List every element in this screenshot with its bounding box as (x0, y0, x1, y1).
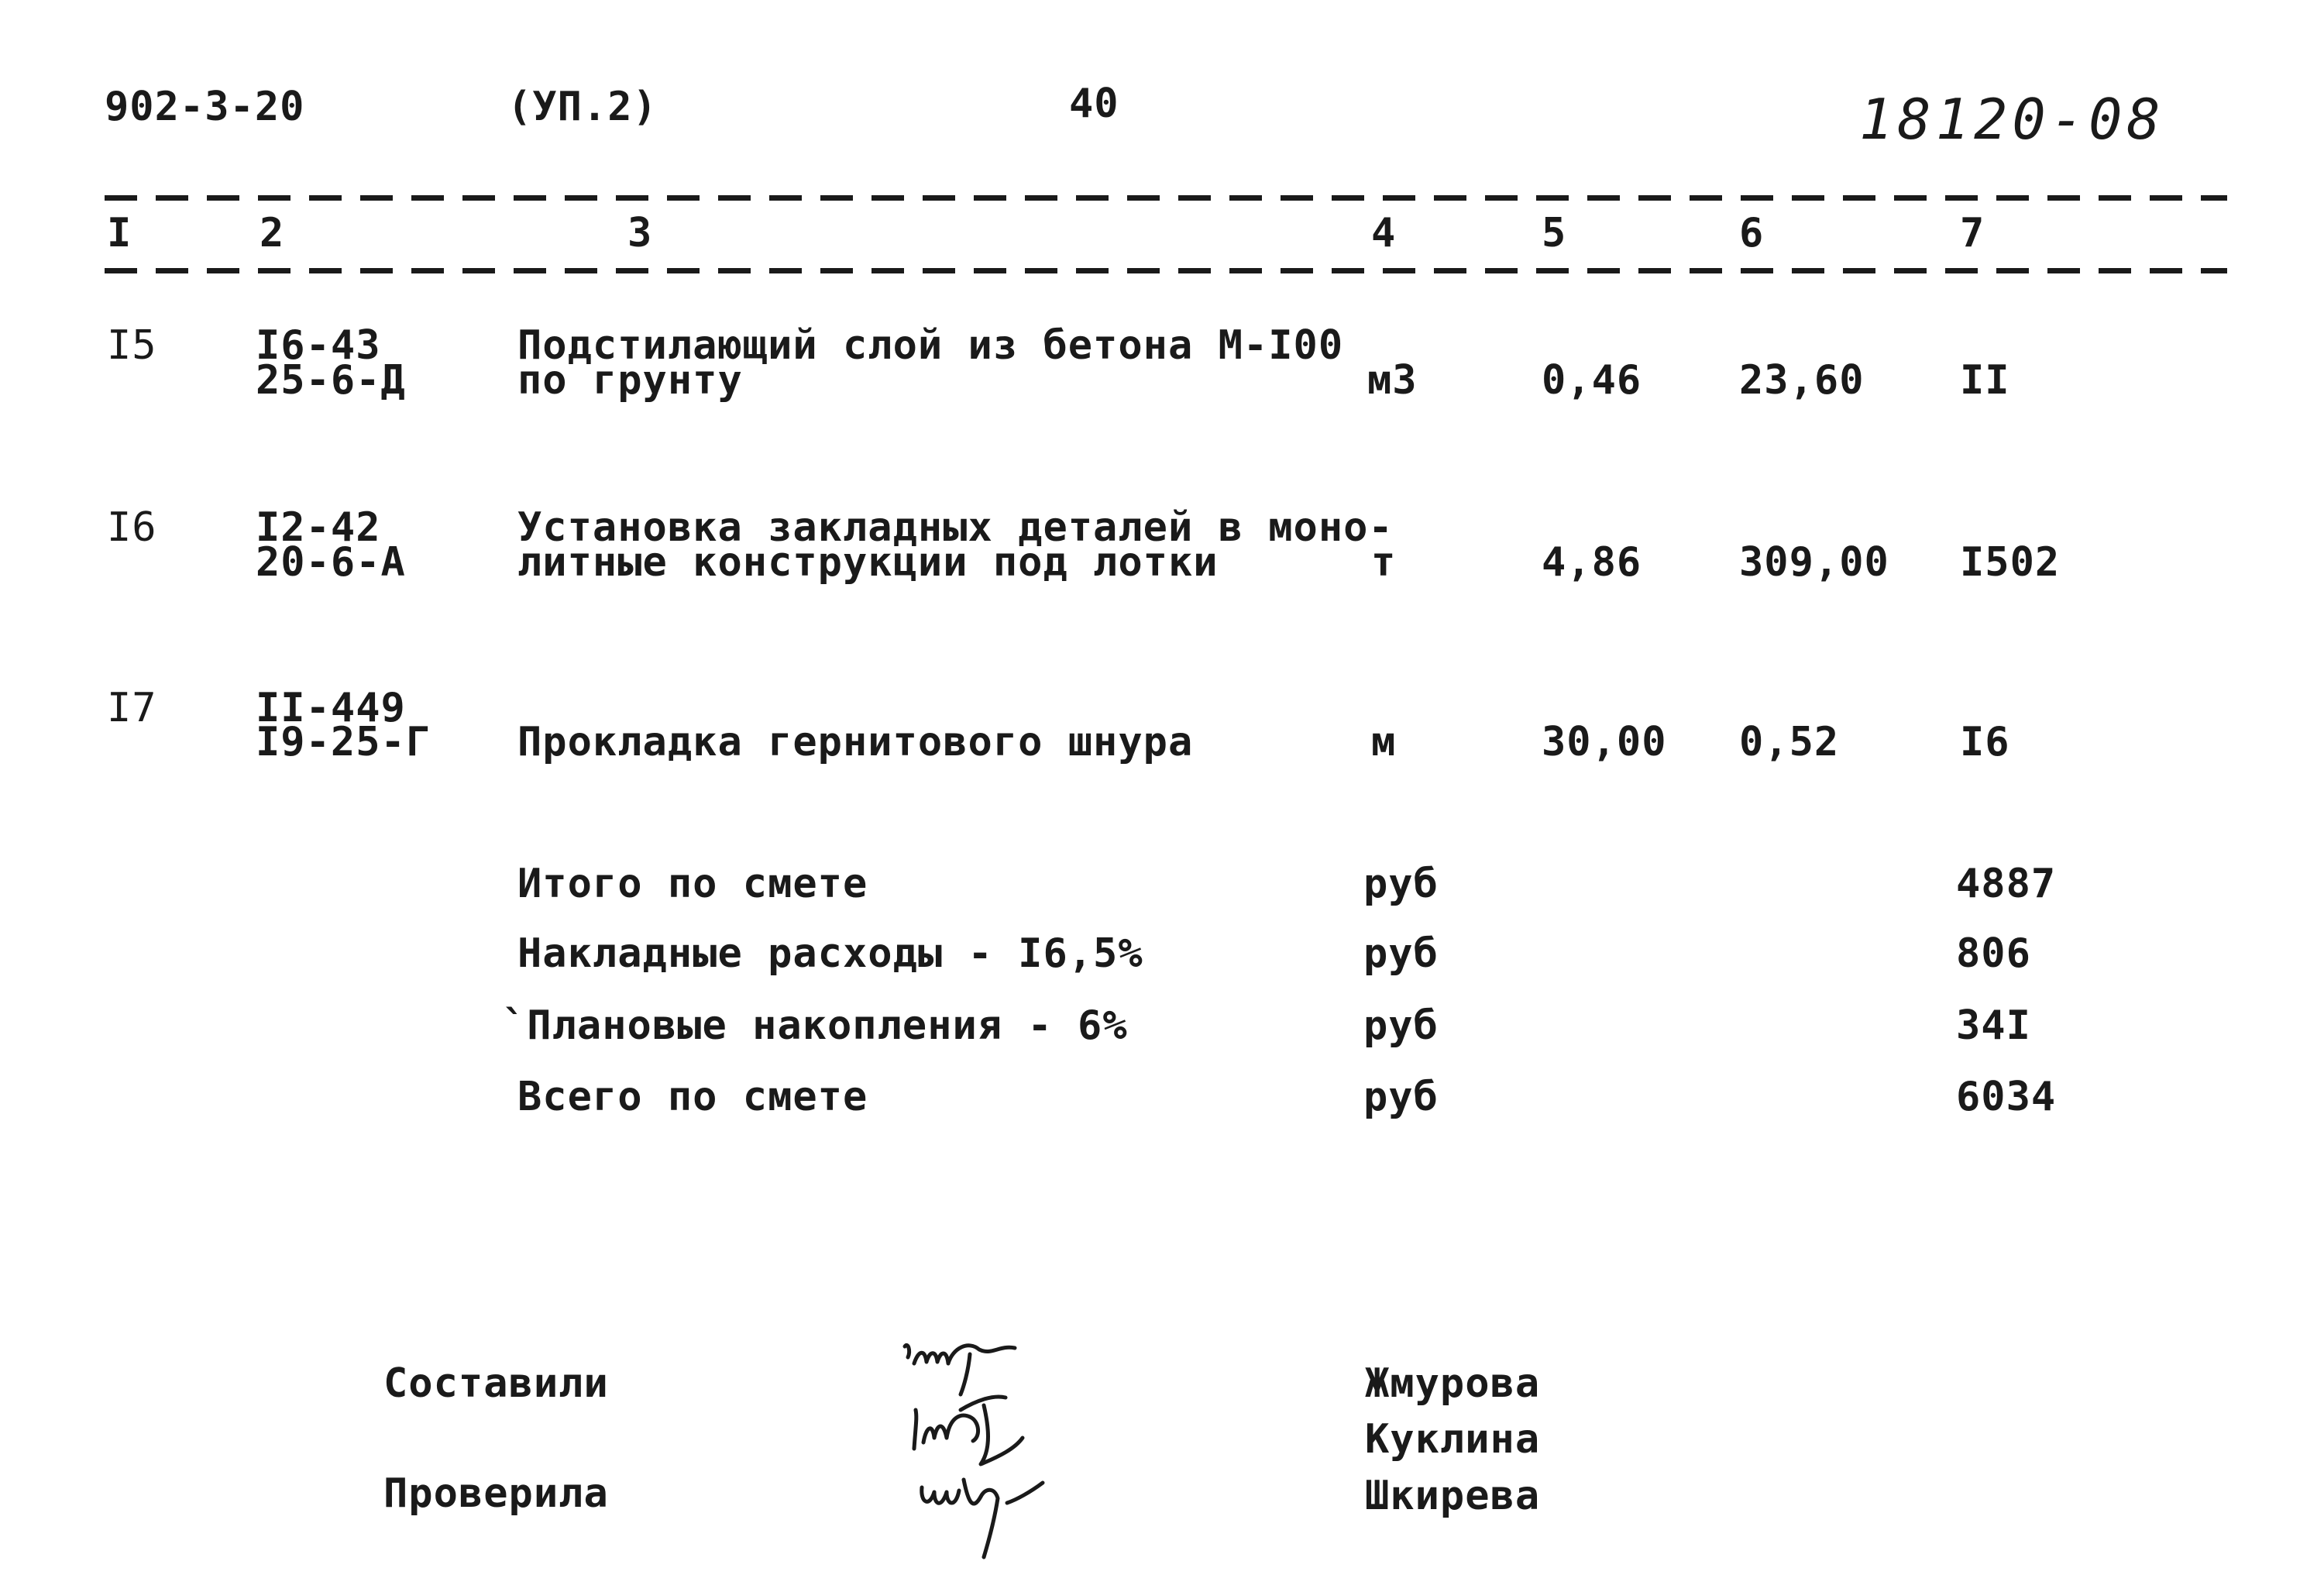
row-code-line1: I6-43 (256, 322, 381, 369)
col-header-1: I (107, 210, 132, 256)
checked-by-label: Проверила (383, 1470, 609, 1517)
signer-name-1: Жмурова (1365, 1360, 1541, 1407)
summary-value: 6034 (1956, 1074, 2057, 1120)
summary-unit: руб (1363, 930, 1439, 977)
summary-value: 34I (1956, 1002, 2031, 1049)
row-unit-price: 23,60 (1739, 357, 1865, 404)
row-description-line1: Подстилающий слой из бетона М-I00 (517, 322, 1344, 369)
signer-name-2: Куклина (1365, 1416, 1541, 1463)
row-code-line1: II-449 (256, 685, 406, 731)
row-total: I6 (1960, 719, 2010, 765)
row-total: II (1960, 357, 2010, 404)
row-unit: м (1371, 719, 1397, 765)
series-number: 902-3-20 (105, 84, 305, 130)
page-number: 40 (1069, 81, 1119, 127)
summary-label: `Плановые накопления - 6% (502, 1002, 1128, 1049)
summary-value: 4887 (1956, 861, 2057, 907)
summary-label: Итого по смете (517, 861, 868, 907)
summary-unit: руб (1363, 1002, 1439, 1049)
row-unit-price: 309,00 (1739, 539, 1889, 586)
row-description-line1: Установка закладных деталей в моно- (517, 504, 1394, 551)
sheet-label: (УП.2) (507, 84, 658, 130)
summary-unit: руб (1363, 861, 1439, 907)
col-header-4: 4 (1371, 210, 1397, 256)
row-code-line2: 20-6-А (256, 539, 406, 586)
summary-label: Всего по смете (517, 1074, 868, 1120)
signature-3 (914, 1456, 1116, 1565)
summary-unit: руб (1363, 1074, 1439, 1120)
row-code-line2: I9-25-Г (256, 719, 431, 765)
row-total: I502 (1960, 539, 2061, 586)
row-quantity: 30,00 (1542, 719, 1667, 765)
row-number: I7 (107, 685, 157, 731)
row-code-line1: I2-42 (256, 504, 381, 551)
row-description-line2: Прокладка гернитового шнура (517, 719, 1194, 765)
row-number: I6 (107, 504, 157, 551)
row-number: I5 (107, 322, 157, 369)
col-header-2: 2 (260, 210, 285, 256)
document-code: 18120-08 (1859, 87, 2165, 152)
summary-label: Накладные расходы - I6,5% (517, 930, 1143, 977)
col-header-6: 6 (1739, 210, 1765, 256)
row-quantity: 4,86 (1542, 539, 1642, 586)
header-top-rule (105, 195, 2227, 201)
compiled-by-label: Составили (383, 1360, 609, 1407)
row-quantity: 0,46 (1542, 357, 1642, 404)
col-header-3: 3 (627, 210, 653, 256)
row-code-line2: 25-6-Д (256, 357, 406, 404)
row-unit-price: 0,52 (1739, 719, 1840, 765)
summary-value: 806 (1956, 930, 2031, 977)
col-header-5: 5 (1542, 210, 1567, 256)
row-description-line2: литные конструкции под лотки (517, 539, 1219, 586)
row-description-line2: по грунту (517, 357, 743, 404)
row-unit: т (1371, 539, 1397, 586)
col-header-7: 7 (1960, 210, 1985, 256)
signer-name-3: Шкирева (1365, 1473, 1541, 1519)
row-unit: м3 (1367, 357, 1418, 404)
header-bottom-rule (105, 268, 2227, 273)
